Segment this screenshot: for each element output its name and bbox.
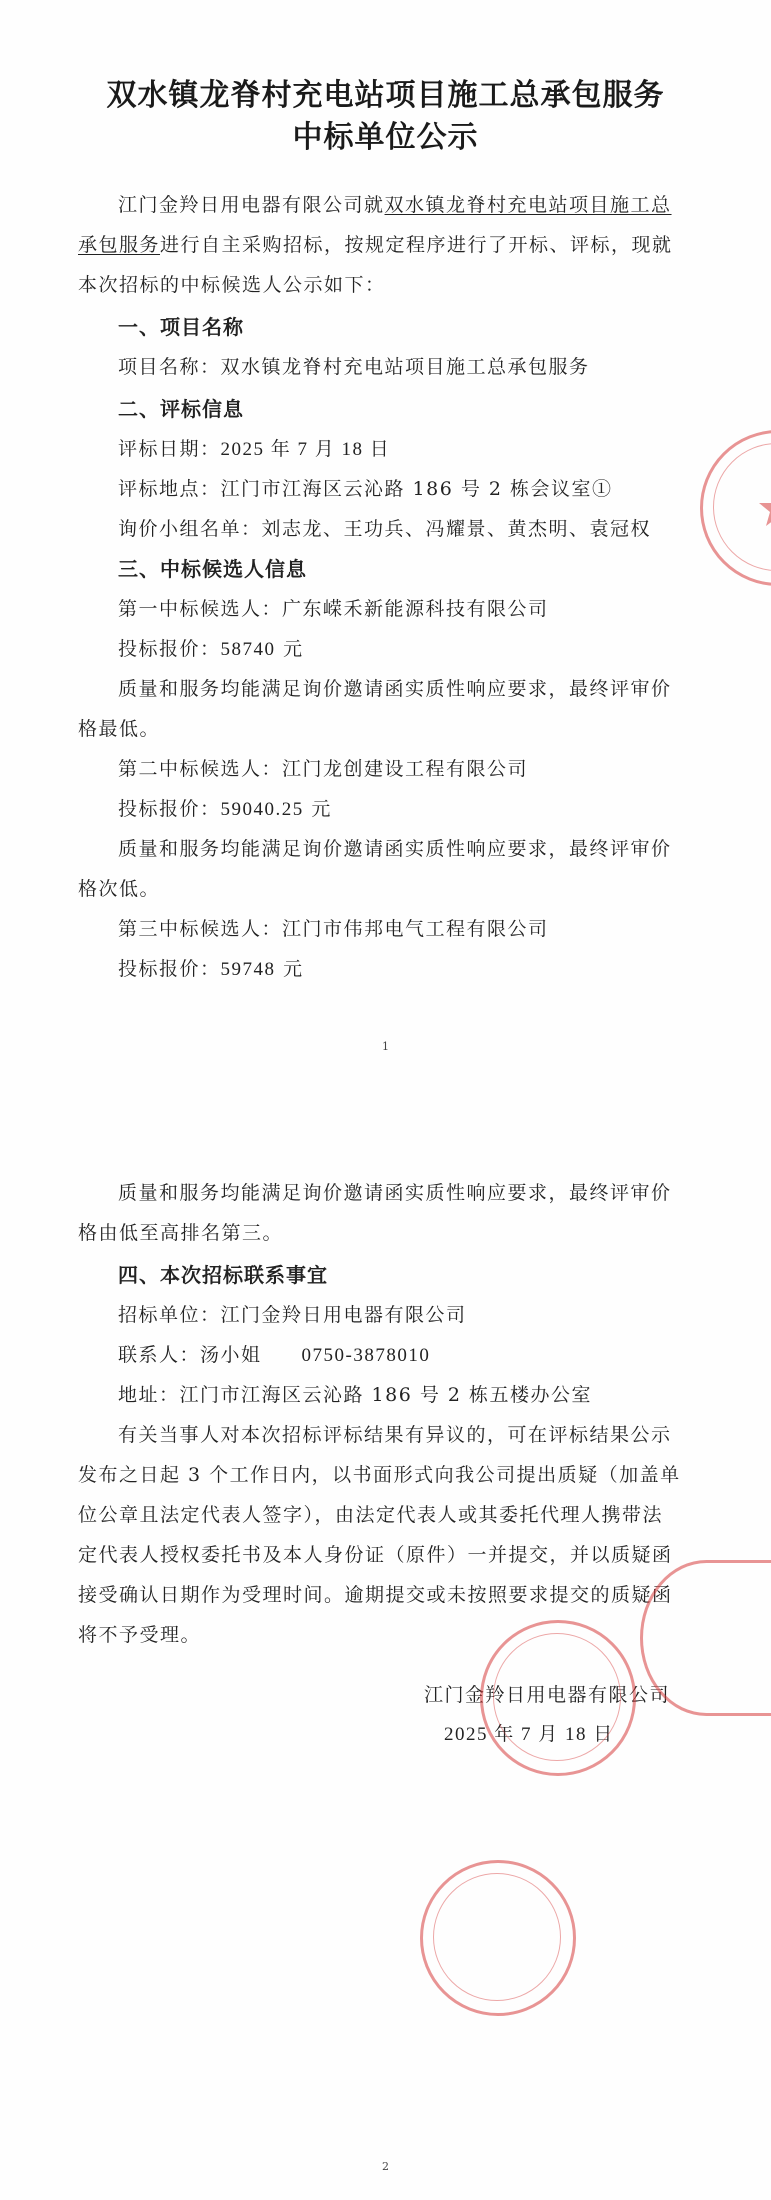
page-number-2: 2 [382,2160,389,2173]
eval-date-value: 2025 年 7 月 18 日 [220,439,391,460]
panel-members-line: 询价小组名单：刘志龙、王功兵、冯耀景、黄杰明、袁冠权 [118,518,652,540]
bid-label: 投标报价： [118,638,221,660]
section-2-heading: 二、评标信息 [118,397,244,421]
objection-line-5: 接受确认日期作为受理时间。逾期提交或未按照要求提交的质疑函 [78,1584,673,1606]
candidate-2-bid [118,796,332,823]
candidate-3-comment-2: 格由低至高排名第三。 [78,1222,284,1244]
company-seal-signature [480,1620,636,1776]
candidate-1-comment-1: 质量和服务均能满足询价邀请函实质性响应要求，最终评审价 [118,678,672,700]
bid-unit: 元 [283,638,304,660]
signature-date: 2025 年 7 月 18 日 [444,1724,614,1745]
company-seal-partial [700,430,771,586]
company-seal-margin [640,1560,771,1716]
signature-company: 江门金羚日用电器有限公司 [424,1684,671,1706]
eval-date-label: 评标日期： [118,438,221,460]
candidate-1-bid [118,636,304,663]
eval-place-value: 江门市江海区云沁路 186 号 2 栋会议室① [220,478,613,500]
section-3-heading: 三、中标候选人信息 [118,557,307,581]
page-number-1: 1 [382,1040,389,1053]
section-1-heading: 一、项目名称 [118,315,244,339]
intro-project-name-cont: 承包服务 [78,234,161,256]
candidate-2-comment-1: 质量和服务均能满足询价邀请函实质性响应要求，最终评审价 [118,838,672,860]
objection-line-2: 发布之日起 3 个工作日内，以书面形式向我公司提出质疑（加盖单 [78,1464,681,1486]
objection-line-6: 将不予受理。 [78,1624,202,1646]
contact-line [118,1342,430,1369]
bid-label: 投标报价： [118,958,221,980]
candidate-2-name: 第二中标候选人：江门龙创建设工程有限公司 [118,758,529,780]
candidate-3-comment-1: 质量和服务均能满足询价邀请函实质性响应要求，最终评审价 [118,1182,672,1204]
bid-value: 59040.25 [220,799,304,820]
bid-unit: 元 [311,798,332,820]
eval-place-label: 评标地点： [118,478,221,500]
objection-line-3: 位公章且法定代表人签字），由法定代表人或其委托代理人携带法 [78,1504,664,1526]
contact-phone: 0750-3878010 [301,1345,431,1366]
intro-project-name: 双水镇龙脊村充电站项目施工总 [384,194,672,216]
objection-line-4: 定代表人授权委托书及本人身份证（原件）一并提交，并以质疑函 [78,1544,673,1566]
intro-line-2 [78,232,673,258]
contact-person: 联系人：汤小姐 [118,1344,262,1366]
document-title-line-2: 中标单位公示 [292,120,479,155]
bid-value: 59748 [220,959,276,980]
candidate-1-name: 第一中标候选人：广东嵘禾新能源科技有限公司 [118,598,549,620]
page-2 [0,1100,771,2200]
company-seal-page-bottom [420,1860,576,2016]
address-line: 地址：江门市江海区云沁路 186 号 2 栋五楼办公室 [118,1384,593,1406]
document-title-line-1: 双水镇龙脊村充电站项目施工总承包服务 [106,78,665,113]
eval-place-line [118,476,613,502]
candidate-1-comment-2: 格最低。 [78,718,161,740]
candidate-3-name: 第三中标候选人：江门市伟邦电气工程有限公司 [118,918,549,940]
bid-unit: 元 [283,958,304,980]
intro-text: 江门金羚日用电器有限公司就 [118,194,385,216]
intro-text-cont: 进行自主采购招标，按规定程序进行了开标、评标，现就 [160,234,673,256]
intro-line-3: 本次招标的中标候选人公示如下： [78,274,386,296]
objection-line-1: 有关当事人对本次招标评标结果有异议的，可在评标结果公示 [118,1424,672,1446]
eval-date-line [118,436,390,463]
intro-line-1 [118,192,672,218]
project-name-line: 项目名称：双水镇龙脊村充电站项目施工总承包服务 [118,356,590,378]
bid-value: 58740 [220,639,276,660]
bid-label: 投标报价： [118,798,221,820]
candidate-2-comment-2: 格次低。 [78,878,161,900]
tender-unit-line: 招标单位：江门金羚日用电器有限公司 [118,1304,467,1326]
section-4-heading: 四、本次招标联系事宜 [118,1263,328,1287]
candidate-3-bid [118,956,304,983]
seal-star-icon [758,488,771,528]
